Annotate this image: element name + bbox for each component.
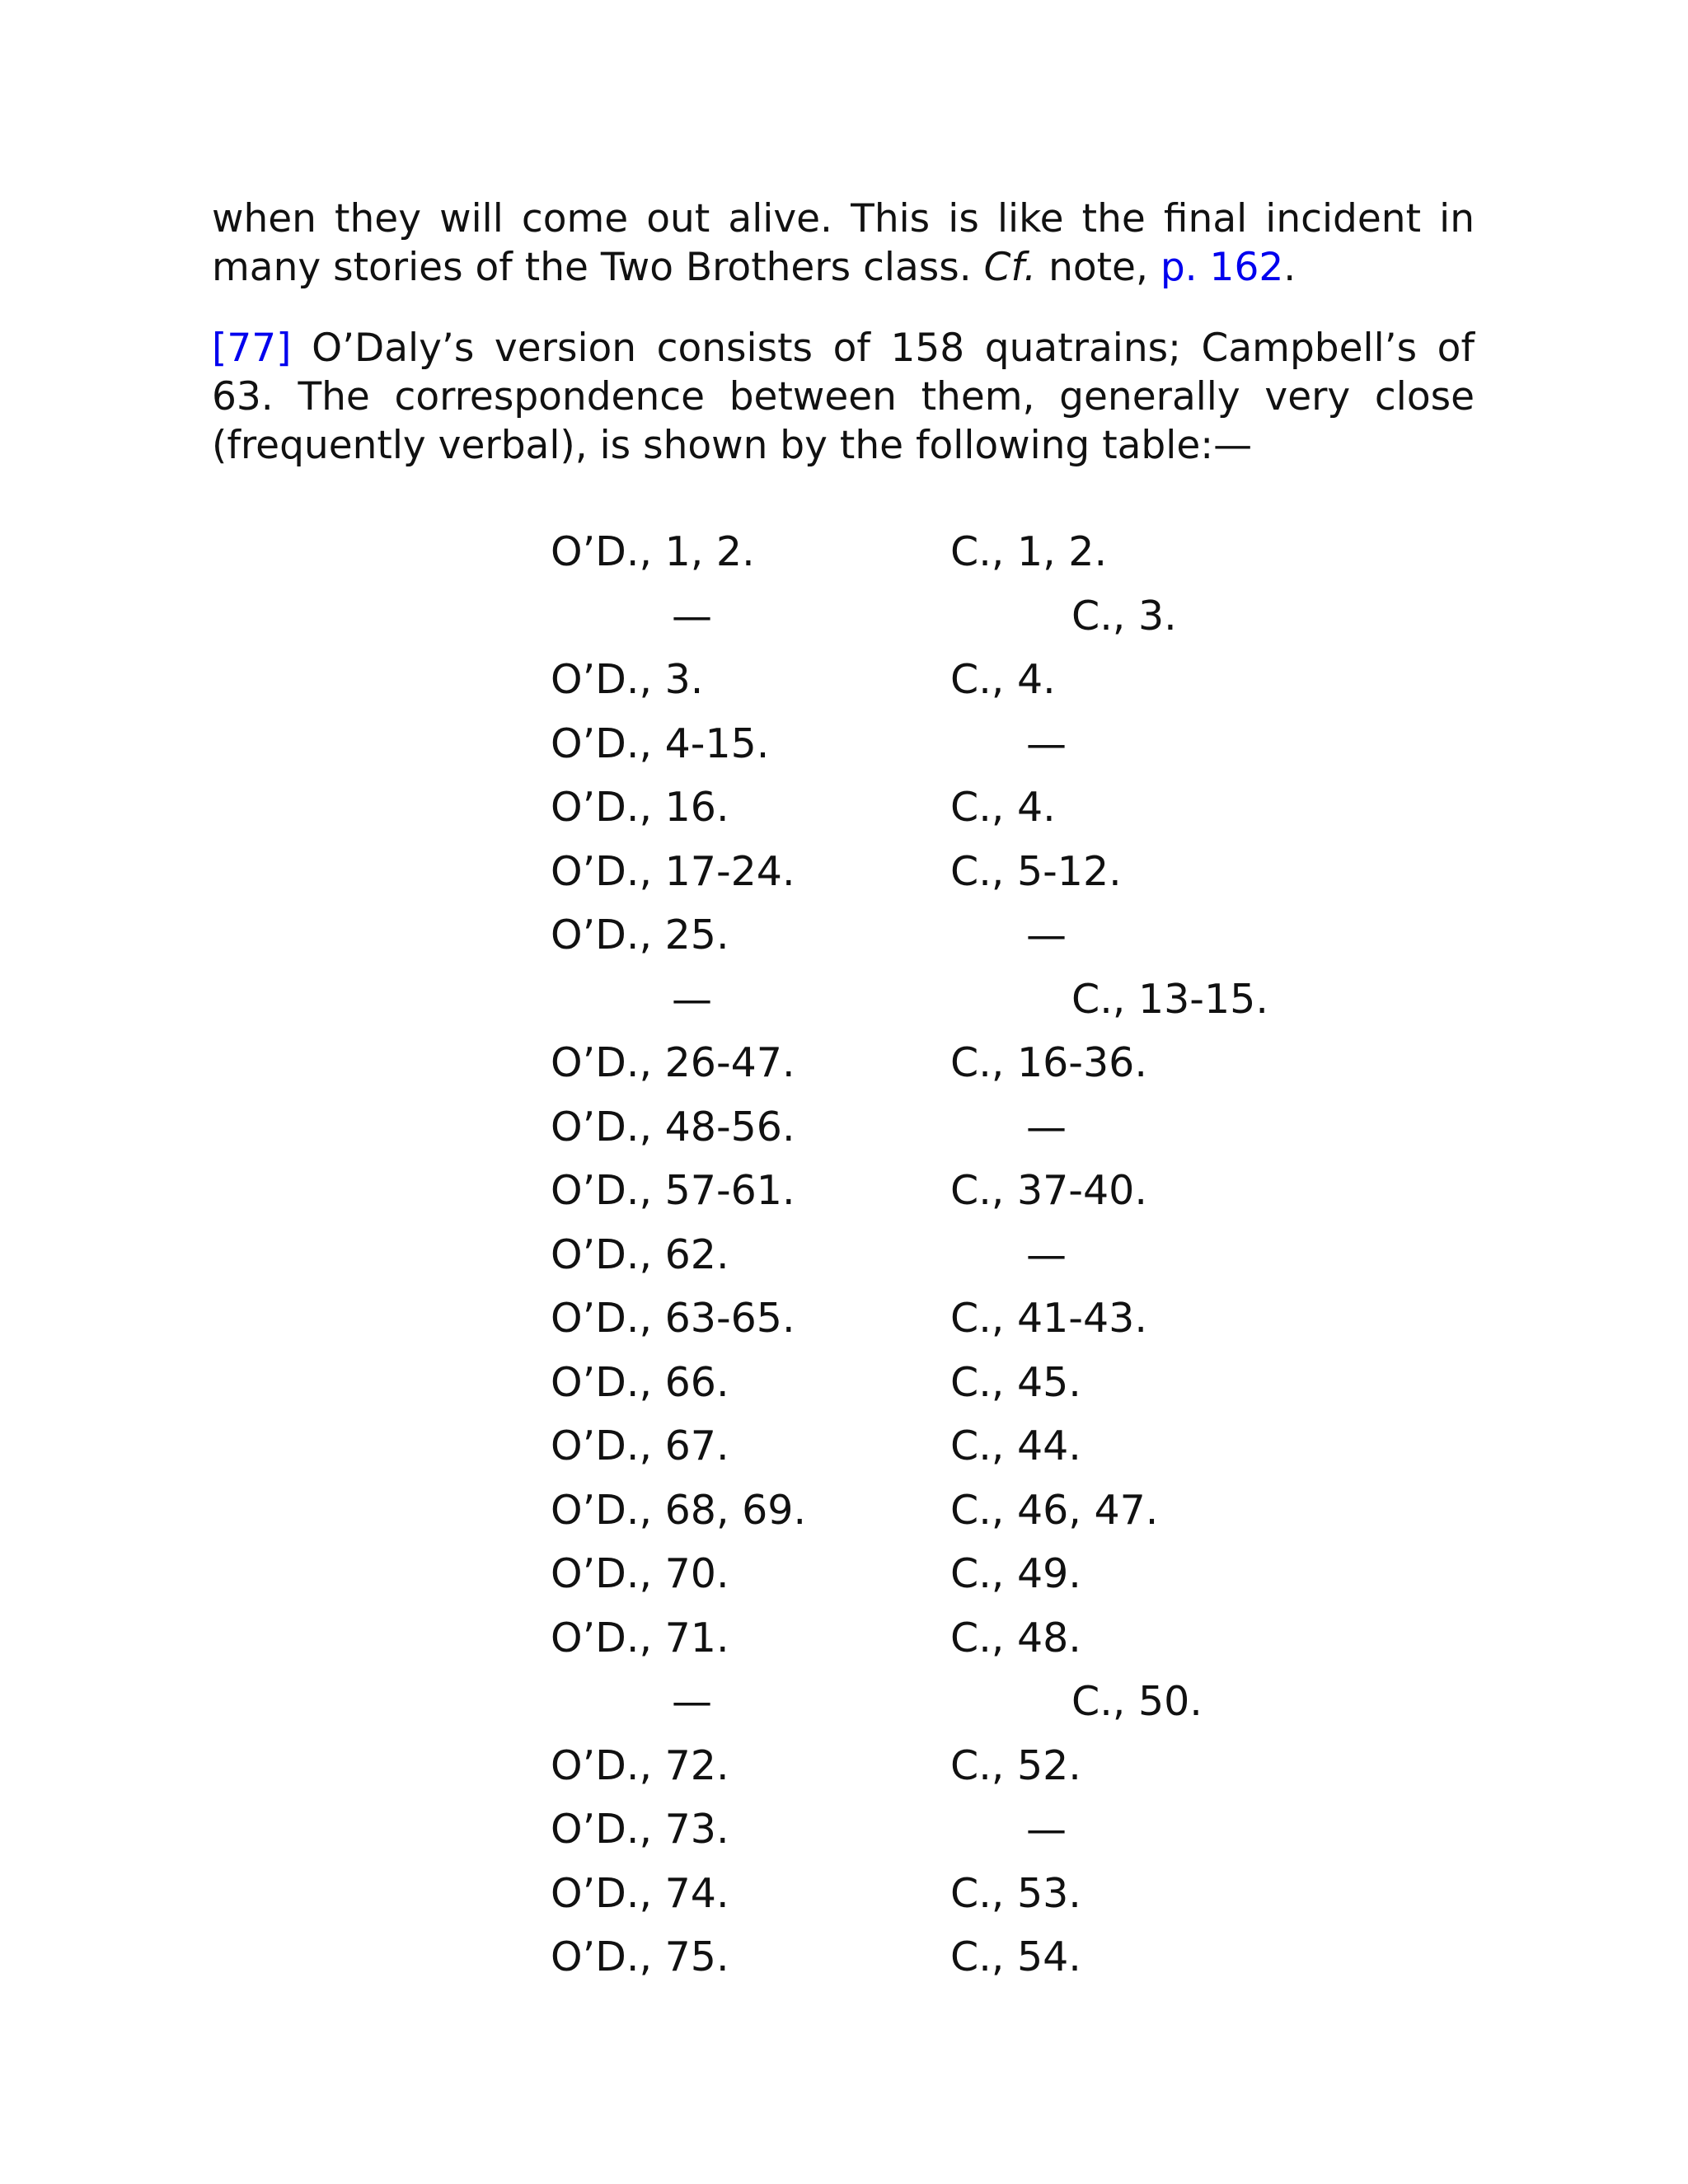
odaly-cell: O’D., 57-61. <box>551 1167 795 1215</box>
campbell-cell: C., 50. <box>1071 1678 1203 1726</box>
table-row <box>551 1734 1319 1798</box>
document-page <box>212 194 1475 1981</box>
table-row <box>551 584 1319 649</box>
odaly-cell: O’D., 67. <box>551 1422 729 1470</box>
campbell-cell: C., 3. <box>1071 592 1177 640</box>
odaly-cell: O’D., 68, 69. <box>551 1486 807 1534</box>
table-row <box>551 1542 1319 1606</box>
footnote-text: O’Daly’s version consists of 158 quatrains; Campbell’s of 63. The correspondence between them, generally very close (frequently verbal), is shown by the following table:— <box>212 326 1475 468</box>
odaly-cell: O’D., 75. <box>551 1933 729 1981</box>
table-row <box>551 1670 1319 1734</box>
paragraph-footnote <box>212 324 1475 470</box>
campbell-cell: C., 4. <box>950 656 1056 704</box>
odaly-cell: O’D., 73. <box>551 1806 729 1854</box>
table-row <box>551 712 1319 776</box>
table-row <box>551 1479 1319 1543</box>
campbell-cell: C., 45. <box>950 1358 1081 1406</box>
odaly-cell: O’D., 63-65. <box>551 1295 795 1343</box>
table-row <box>551 776 1319 840</box>
campbell-cell: C., 53. <box>950 1869 1081 1917</box>
note-text: note, <box>1036 245 1160 290</box>
table-row <box>551 1351 1319 1415</box>
campbell-cell: C., 54. <box>950 1933 1081 1981</box>
table-row <box>551 1095 1319 1160</box>
odaly-cell: — <box>672 1678 712 1726</box>
table-row <box>551 1606 1319 1671</box>
odaly-cell: O’D., 1, 2. <box>551 528 755 576</box>
paragraph-intro <box>212 194 1475 292</box>
campbell-cell: — <box>1026 1230 1067 1278</box>
odaly-cell: O’D., 3. <box>551 656 704 704</box>
campbell-cell: C., 13-15. <box>1071 975 1268 1023</box>
campbell-cell: C., 46, 47. <box>950 1486 1159 1534</box>
campbell-cell: C., 5-12. <box>950 847 1122 895</box>
odaly-cell: O’D., 72. <box>551 1741 729 1789</box>
table-row <box>551 1286 1319 1351</box>
odaly-cell: O’D., 26-47. <box>551 1039 795 1087</box>
table-row <box>551 520 1319 584</box>
odaly-cell: O’D., 48-56. <box>551 1103 795 1151</box>
footnote-ref-link[interactable]: [77] <box>212 326 292 371</box>
odaly-cell: O’D., 62. <box>551 1230 729 1278</box>
page-link[interactable]: p. 162 <box>1160 245 1284 290</box>
odaly-cell: — <box>672 975 712 1023</box>
odaly-cell: O’D., 25. <box>551 912 729 959</box>
paragraph-intro-text: when they will come out alive. This is like the final incident in many stories of the Two Brothers class. <box>212 196 1475 290</box>
campbell-cell: C., 49. <box>950 1550 1081 1598</box>
campbell-cell: — <box>1026 1806 1067 1854</box>
table-row <box>551 1925 1319 1990</box>
table-row <box>551 648 1319 712</box>
campbell-cell: — <box>1026 1103 1067 1151</box>
campbell-cell: C., 1, 2. <box>950 528 1108 576</box>
table-row <box>551 1031 1319 1095</box>
campbell-cell: C., 37-40. <box>950 1167 1147 1215</box>
odaly-cell: O’D., 17-24. <box>551 847 795 895</box>
table-row <box>551 1223 1319 1287</box>
campbell-cell: C., 4. <box>950 784 1056 832</box>
table-row <box>551 968 1319 1032</box>
table-row <box>551 1159 1319 1223</box>
odaly-cell: O’D., 16. <box>551 784 729 832</box>
campbell-cell: — <box>1026 912 1067 959</box>
table-row <box>551 840 1319 904</box>
campbell-cell: C., 16-36. <box>950 1039 1147 1087</box>
table-row <box>551 1797 1319 1862</box>
odaly-cell: O’D., 71. <box>551 1614 729 1661</box>
correspondence-table <box>551 520 1319 1990</box>
odaly-cell: O’D., 66. <box>551 1358 729 1406</box>
odaly-cell: O’D., 4-15. <box>551 719 770 767</box>
campbell-cell: C., 44. <box>950 1422 1081 1470</box>
cf-abbreviation: Cf. <box>983 245 1037 290</box>
paragraph-intro-end: . <box>1283 245 1296 290</box>
table-row <box>551 1862 1319 1926</box>
table-row <box>551 903 1319 968</box>
odaly-cell: — <box>672 592 712 640</box>
table-row <box>551 1414 1319 1479</box>
campbell-cell: C., 41-43. <box>950 1295 1147 1343</box>
odaly-cell: O’D., 70. <box>551 1550 729 1598</box>
campbell-cell: C., 48. <box>950 1614 1081 1661</box>
odaly-cell: O’D., 74. <box>551 1869 729 1917</box>
campbell-cell: — <box>1026 719 1067 767</box>
campbell-cell: C., 52. <box>950 1741 1081 1789</box>
